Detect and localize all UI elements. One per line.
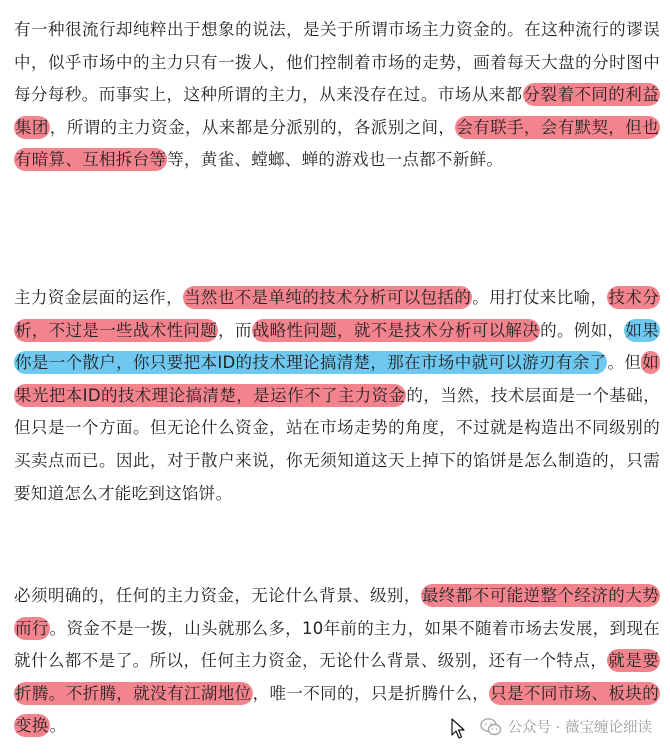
highlight-red: 如果光把本ID的技术理论搞清楚，是运作不了主力资金 [15, 353, 660, 405]
watermark-text: 公众号 · 薇宝缠论细读 [507, 720, 652, 736]
text-segment: 。资金不是一拨，山头就那么多，10年前的主力，如果不随着市场去发展，到现在就什么都不是了。所以，任何主力资金，无论什么背景、级别，还有一个特点， [14, 618, 660, 671]
text-segment: ，唯一不同的，只是折腾什么， [252, 683, 490, 703]
wechat-icon [480, 717, 502, 737]
text-segment: 。但 [607, 353, 642, 373]
text-segment: 的，当然，技术层面是一个基础，但只是一个方面。但无论什么资金，站在市场走势的角度，不过就是构造出不同级别的买卖点而已。因此，对于散户来说，你无须知道这天上掉下的馅饼是怎么制造的，只需要知道怎么才能吃到这馅饼。 [14, 385, 661, 503]
text-segment: 主力资金层面的运作， [14, 288, 183, 307]
highlight-red: 分裂着不同的利益集团 [15, 85, 660, 137]
highlight-red: 当然也不是单纯的技术分析可以包括的 [183, 288, 472, 307]
text-segment: 有一种很流行却纯粹出于想象的说法，是关于所谓市场主力资金的。在这种流行的谬误中，似乎市场中的主力只有一拨人，他们控制着市场的走势，画着每天大盘的分时图中每分每秒。而事实上，这种所谓的主力，从来没存在过。市场从来都 [14, 20, 660, 105]
paragraph-1 [14, 14, 660, 177]
mouse-cursor-icon [451, 718, 465, 744]
highlight-red: 会有联手，会有默契，但也有暗算、互相拆台等 [15, 117, 659, 170]
highlight-red: 最终都不可能逆整个经济的大势而行 [15, 586, 659, 638]
highlight-red: 只是不同市场、板块的变换 [15, 683, 659, 736]
highlight-red: 战略性问题，就不是技术分析可以解决 [252, 320, 540, 340]
text-segment: 等，黄雀、螳螂、蝉的游戏也一点都不新鲜。 [167, 150, 504, 170]
highlight-blue: 如果你是一个散户，你只要把本ID的技术理论搞清楚，那在市场中就可以游刃有余了 [15, 320, 659, 373]
text-segment: 必须明确的，任何的主力资金，无论什么背景、级别， [14, 586, 421, 605]
text-segment: ，所谓的主力资金，从来都是分派别的，各派别之间， [49, 117, 456, 137]
watermark [480, 716, 652, 737]
highlight-red: 就是要折腾。不折腾，就没有江湖地位 [15, 651, 659, 703]
text-segment: 的。例如， [540, 320, 625, 340]
text-segment: 。 [49, 716, 67, 736]
text-segment: 。用打仗来比喻， [472, 288, 608, 307]
paragraph-2 [14, 282, 660, 510]
text-segment: ，而 [218, 320, 252, 340]
highlight-red: 技术分析，不过是一些战术性问题 [15, 288, 660, 340]
